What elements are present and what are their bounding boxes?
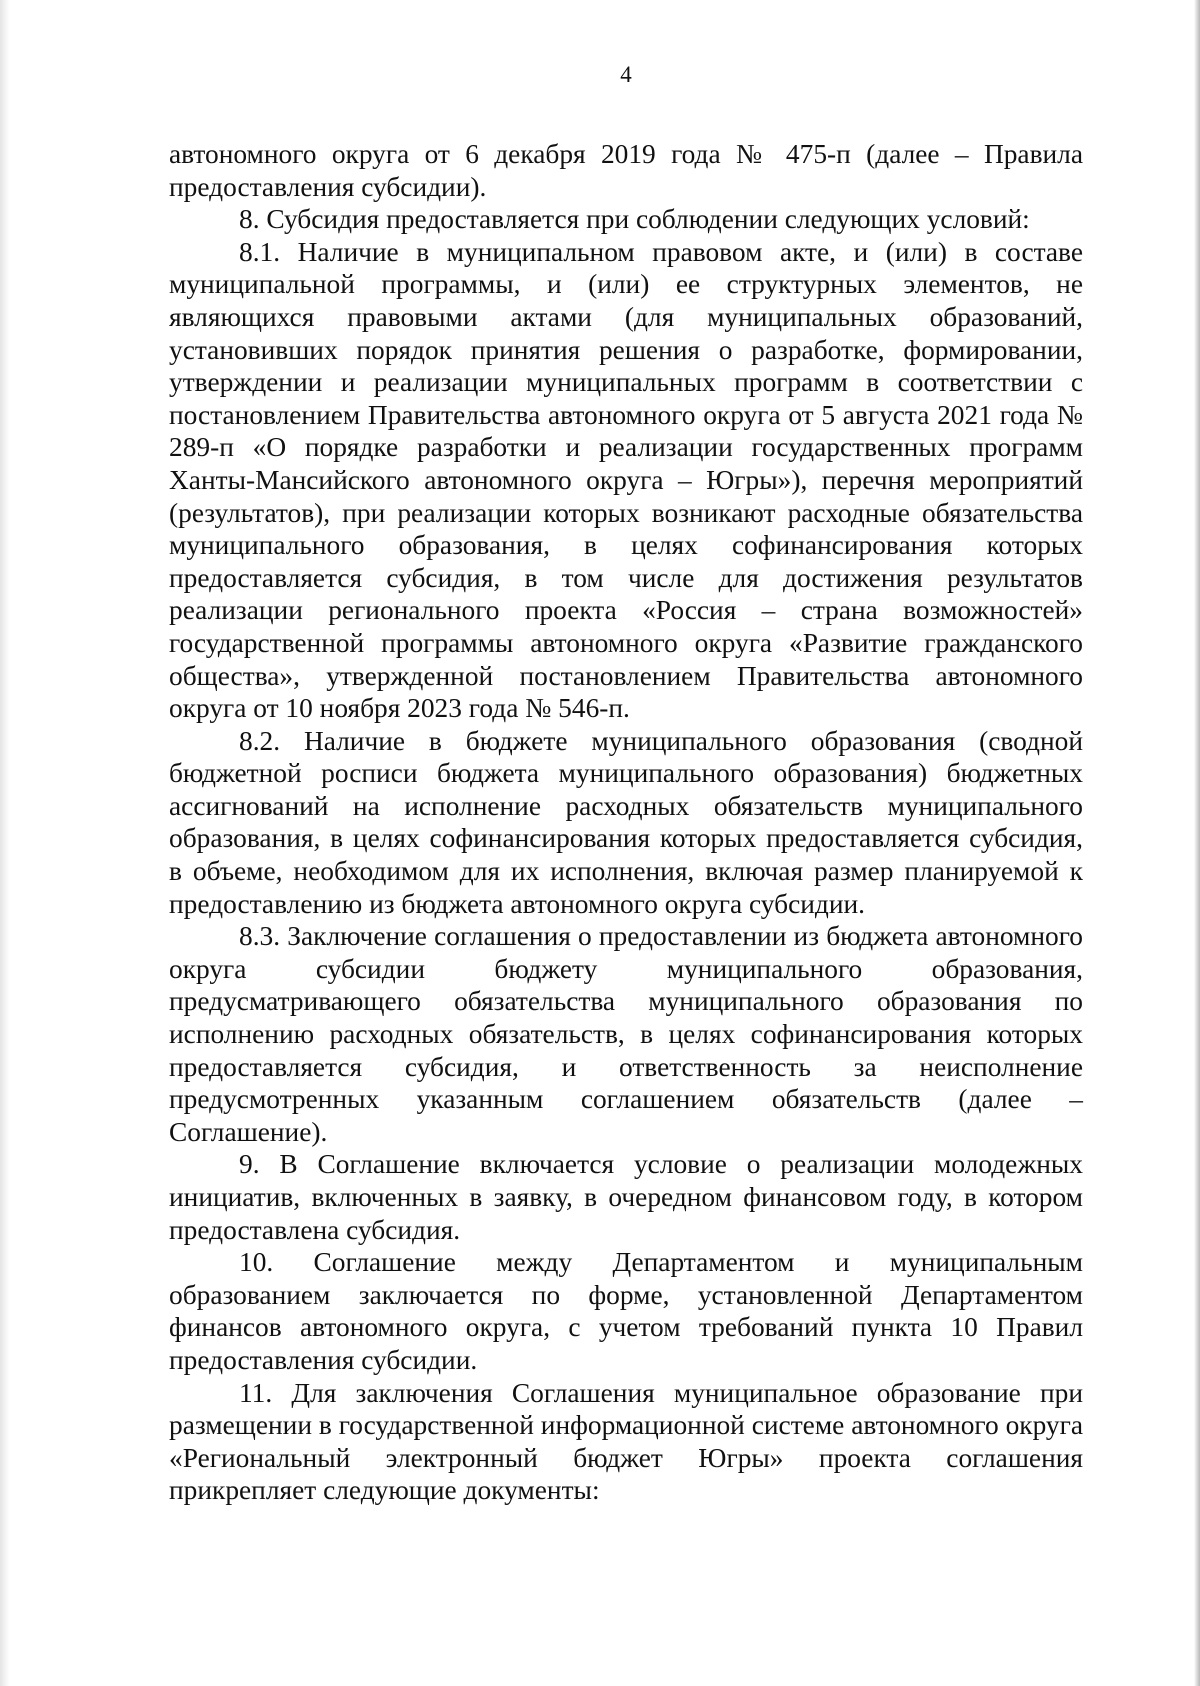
paragraph-continuation: автономного округа от 6 декабря 2019 года № 475-п (далее – Правила предоставления субсидии). <box>169 139 1083 202</box>
page-number: 4 <box>620 62 632 87</box>
scan-edge-left <box>0 0 10 1686</box>
paragraph-item-8-3: 8.3. Заключение соглашения о предоставлении из бюджета автономного округа субсидии бюджету муниципального образования, предусматривающего обязательства муниципального образования по исполнению расходных обязательств, в целях софинансирования которых предоставляется субсидия, и ответственность за неисполнение предусмотренных указанным соглашением обязательств (далее – Соглашение). <box>169 921 1083 1147</box>
paragraph-item-8: 8. Субсидия предоставляется при соблюдении следующих условий: <box>239 204 1030 235</box>
paragraph-item-11: 11. Для заключения Соглашения муниципальное образование при размещении в государственной информационной системе автономного округа «Региональный электронный бюджет Югры» проекта соглашения прикрепляет следующие документы: <box>169 1377 1083 1506</box>
paragraph-item-10: 10. Соглашение между Департаментом и муниципальным образованием заключается по форме, установленной Департаментом финансов автономного округа, с учетом требований пункта 10 Правил предоставления субсидии. <box>169 1247 1083 1375</box>
paragraph-item-8-1: 8.1. Наличие в муниципальном правовом акте, и (или) в составе муниципальной программы, и (или) ее структурных элементов, не являющихся правовыми актами (для муниципальных образований, установивших порядок принятия решения о разработке, формировании, утверждении и реализации муниципальных программ в соответствии с постановлением Правительства автономного округа от 5 августа 2021 года № 289-п «О порядке разработки и реализации государственных программ Ханты-Мансийского автономного округа – Югры»), перечня мероприятий (результатов), при реализации которых возникают расходные обязательства муниципального образования, в целях софинансирования которых предоставляется субсидия, в том числе для достижения результатов реализации регионального проекта «Россия – страна возможностей» государственной программы автономного округа «Развитие гражданского общества», утвержденной постановлением Правительства автономного округа от 10 ноября 2023 года № 546-п. <box>169 236 1083 724</box>
document-body <box>169 138 1083 1507</box>
paragraph-item-9: 9. В Соглашение включается условие о реализации молодежных инициатив, включенных в заявку, в очередном финансовом году, в котором предоставлена субсидия. <box>169 1149 1083 1245</box>
paragraph-item-8-2: 8.2. Наличие в бюджете муниципального образования (сводной бюджетной росписи бюджета муниципального образования) бюджетных ассигнований на исполнение расходных обязательств муниципального образования, в целях софинансирования которых предоставляется субсидия, в объеме, необходимом для их исполнения, включая размер планируемой к предоставлению из бюджета автономного округа субсидии. <box>169 725 1083 919</box>
scan-edge-right <box>1194 0 1200 1686</box>
